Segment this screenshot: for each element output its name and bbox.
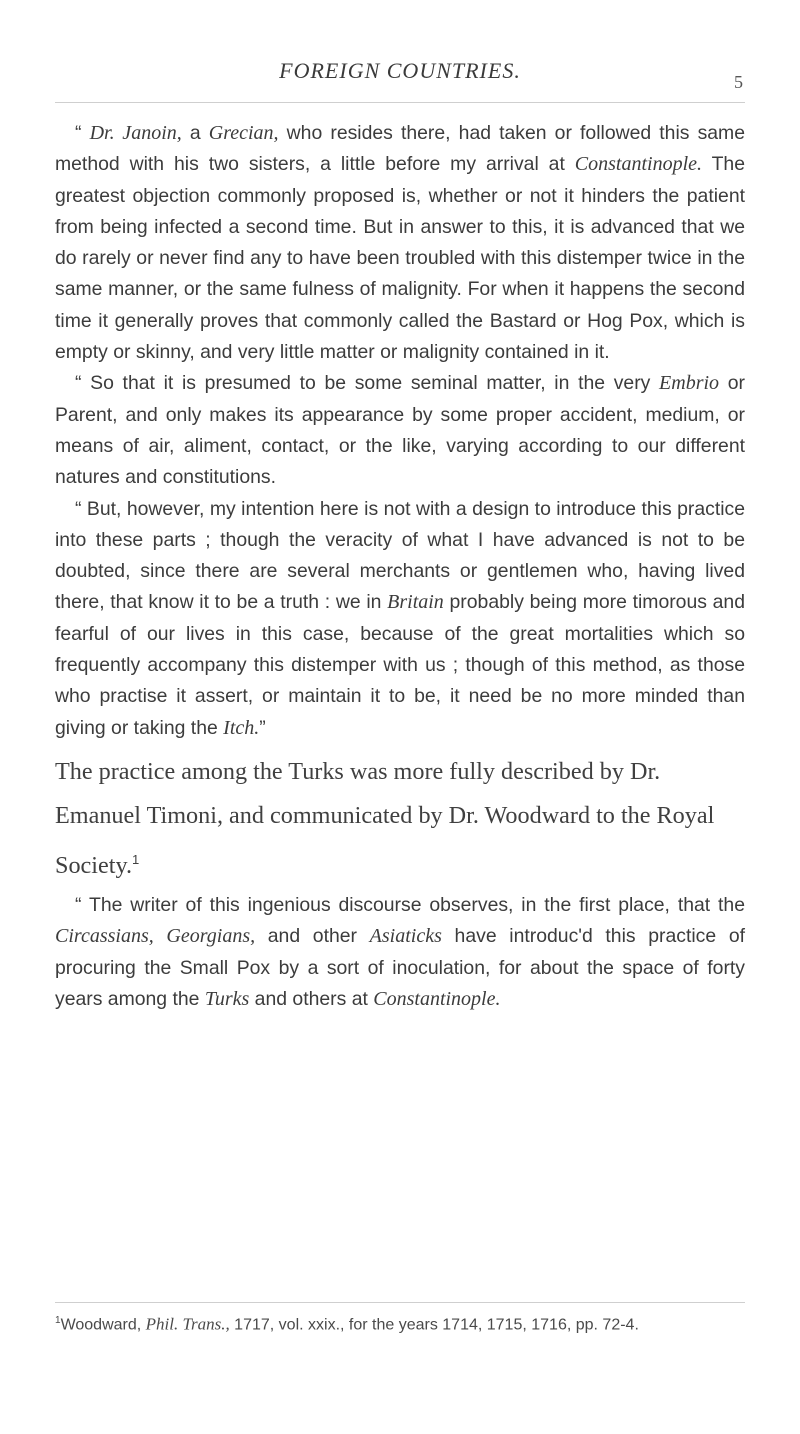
body-text <box>55 118 745 1015</box>
italic-text: Phil. Trans., <box>145 1314 230 1334</box>
italic-text: Embrio <box>659 372 720 395</box>
italic-text: Circassians, <box>55 925 154 948</box>
paragraph <box>55 368 745 493</box>
footnote <box>55 1308 745 1338</box>
text-run: Woodward, <box>60 1316 146 1334</box>
italic-text: Constantinople. <box>373 987 501 1010</box>
running-head <box>55 58 745 92</box>
italic-text: Asiaticks <box>369 925 442 948</box>
italic-text: Constantinople. <box>574 153 703 176</box>
text-run: “ So that it is presumed to be some seminal matter, in the very <box>75 372 660 395</box>
header-rule <box>55 102 745 103</box>
italic-text: Grecian, <box>208 122 279 144</box>
italic-text: Dr. Janoin, <box>89 122 182 144</box>
text-run <box>154 925 167 947</box>
text-run: have introduc'd this practice of procuring the Small Pox by a sort of inoculation, for about the space of forty years among the <box>55 925 745 1010</box>
footnote-marker: 1 <box>55 1315 61 1326</box>
italic-text: Georgians, <box>166 925 256 948</box>
footnote-marker: 1 <box>132 851 140 867</box>
footnote-rule <box>55 1302 745 1303</box>
paragraph <box>55 118 745 368</box>
text-run: or Parent, and only makes its appearance by some proper accident, medium, or means of air, aliment, contact, or the like, varying according to our different natures and constitutions. <box>55 372 745 489</box>
text-run: The greatest objection commonly proposed is, whether or not it hinders the patient from being infected a second time. But in answer to this, it is advanced that we do rarely or never find any to have been troubled with this distemper twice in the same manner, or the same fulness of malignity. For when it happens the second time it generally proves that commonly called the Bastard or Hog Pox, which is empty or skinny, and very little matter or malignity contained in it. <box>55 153 746 364</box>
text-run: who resides there, had taken or followed this same method with his two sisters, a little before my arrival at <box>55 122 745 176</box>
text-run: probably being more timorous and fearful of our lives in this case, because of the great mortalities which so frequently accompany this distemper with us ; though of this method, as those who practise it assert, or maintain it to be, it need be no more minded than giving or taking the <box>55 591 745 739</box>
italic-text: Itch. <box>223 716 260 739</box>
text-run: ” <box>259 716 266 739</box>
page-number: 5 <box>734 72 743 92</box>
text-run: “ But, however, my intention here is not with a design to introduce this practice into these parts ; though the veracity of what I have advanced is not to be doubted, since there are several merchants or gentlemen who, having lived there, that know it to be a truth : we in <box>55 497 745 614</box>
text-run: and others at <box>249 987 374 1010</box>
text-run: “ <box>75 122 90 144</box>
text-run: “ The writer of this ingenious discourse observes, in the first place, that the <box>75 894 745 916</box>
text-run: and other <box>255 925 370 948</box>
text-run: 1717, vol. xxix., for the years 1714, 1715, 1716, pp. 72-4. <box>229 1316 639 1334</box>
italic-text: Turks <box>204 987 250 1010</box>
paragraph <box>55 890 745 1015</box>
paragraph <box>55 494 745 744</box>
text-run: The practice among the Turks was more fully described by Dr. Emanuel Timoni, and communicated by Dr. Woodward to the Royal Society. <box>55 757 715 879</box>
running-title: FOREIGN COUNTRIES. <box>279 58 521 83</box>
lead-paragraph <box>55 750 745 888</box>
text-run: a <box>181 122 209 144</box>
italic-text: Britain <box>387 591 444 614</box>
